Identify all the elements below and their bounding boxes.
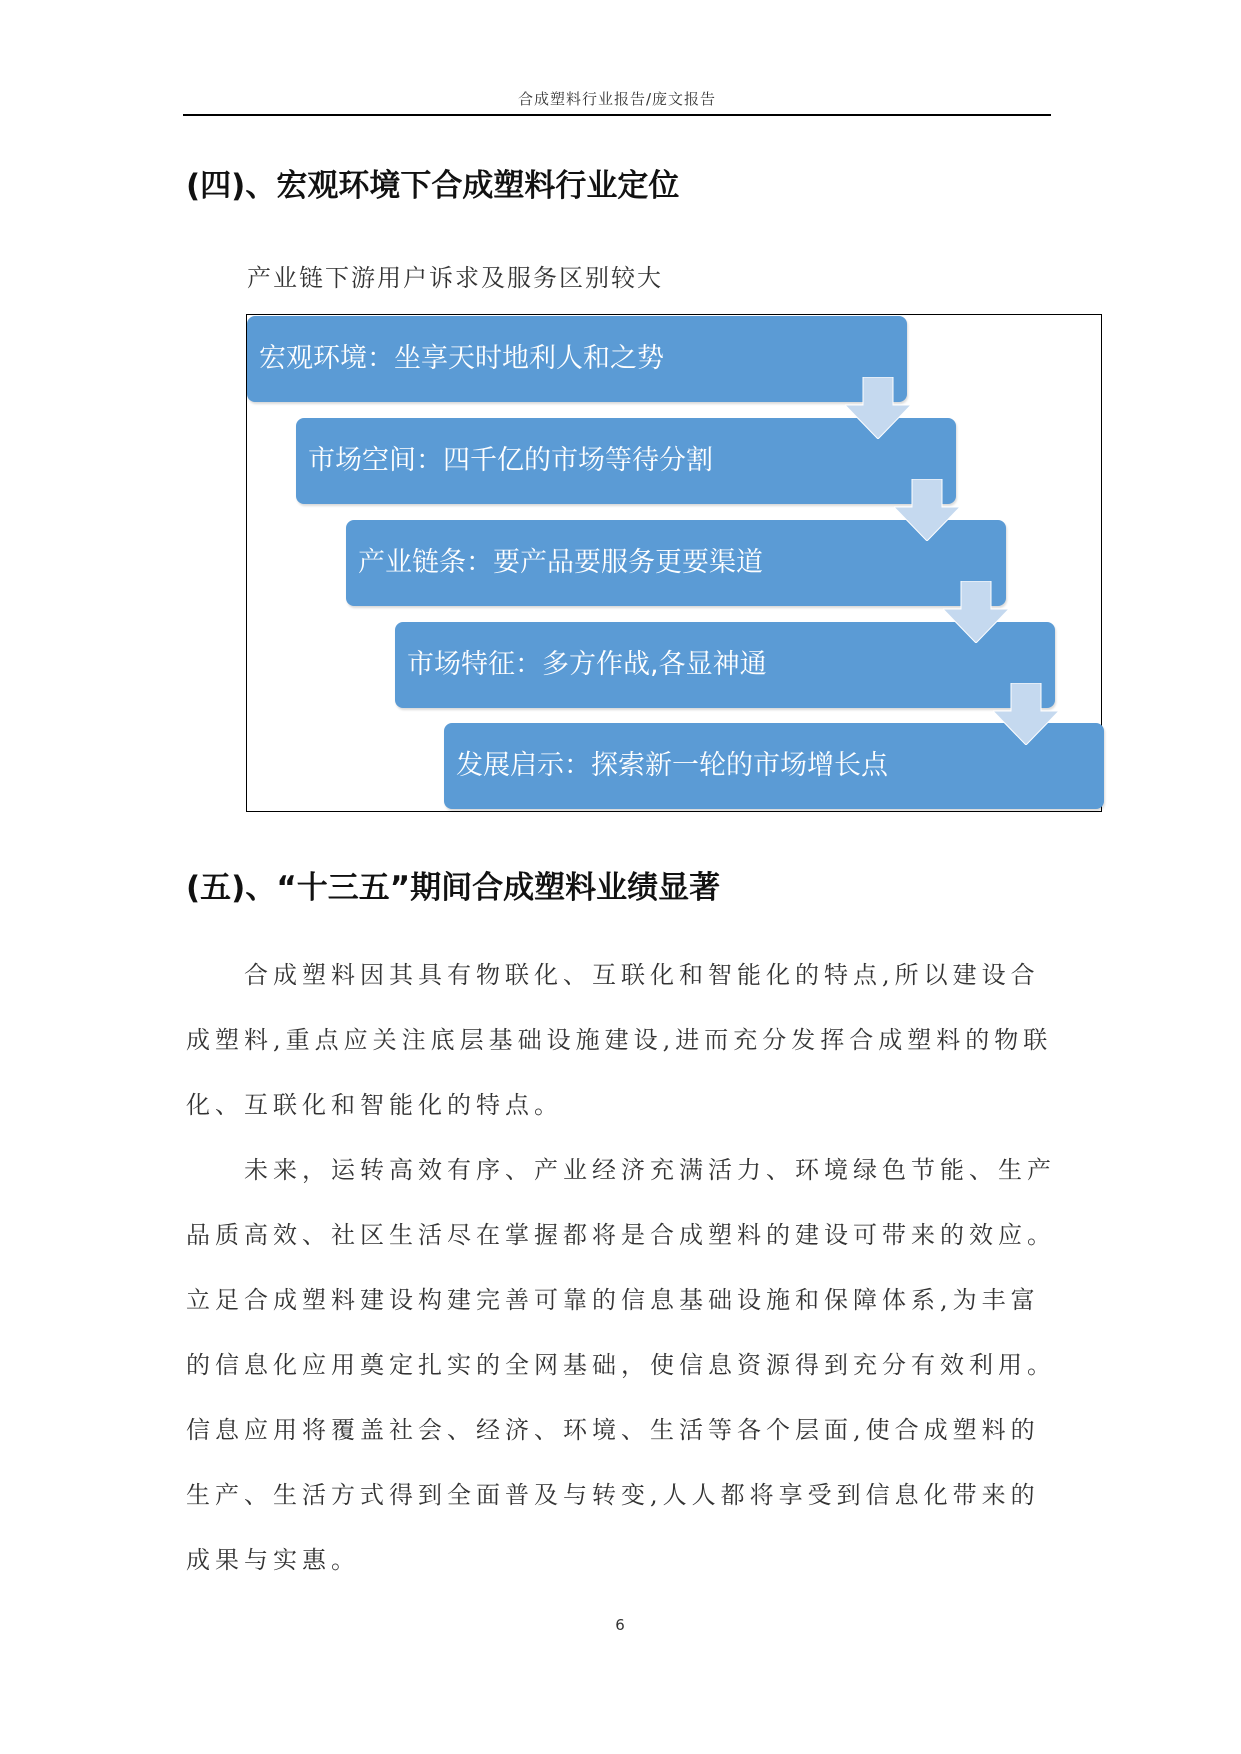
stage-box-2: 市场空间：四千亿的市场等待分割	[296, 418, 956, 504]
section-4-heading: (四)、宏观环境下合成塑料行业定位	[186, 168, 680, 204]
process-diagram	[246, 314, 1102, 812]
diagram-caption: 产业链下游用户诉求及服务区别较大	[247, 264, 663, 292]
stage-box-1: 宏观环境：坐享天时地利人和之势	[247, 316, 907, 402]
down-arrow-icon	[943, 581, 1009, 643]
header-divider	[183, 114, 1051, 116]
stage-box-5: 发展启示：探索新一轮的市场增长点	[444, 723, 1104, 809]
stage-box-4: 市场特征：多方作战,各显神通	[395, 622, 1055, 708]
down-arrow-icon	[894, 479, 960, 541]
body-paragraph-2: 未来，运转高效有序、产业经济充满活力、环境绿色节能、生产品质高效、社区生活尽在掌握都将是合成塑料的建设可带来的效应。立足合成塑料建设构建完善可靠的信息基础设施和保障体系,为丰富的信息化应用奠定扎实的全网基础，使信息资源得到充分有效利用。信息应用将覆盖社会、经济、环境、生活等各个层面,使合成塑料的生产、生活方式得到全面普及与转变,人人都将享受到信息化带来的成果与实惠。	[186, 1156, 1056, 1574]
stage-box-3: 产业链条：要产品要服务更要渠道	[346, 520, 1006, 606]
section-5-heading: (五)、“十三五”期间合成塑料业绩显著	[186, 870, 721, 906]
page-header: 合成塑料行业报告/庞文报告	[517, 90, 717, 108]
down-arrow-icon	[993, 683, 1059, 745]
body-paragraph-1: 合成塑料因其具有物联化、互联化和智能化的特点,所以建设合成塑料,重点应关注底层基础设施建设,进而充分发挥合成塑料的物联化、互联化和智能化的特点。	[186, 961, 1053, 1119]
down-arrow-icon	[845, 377, 911, 439]
page-number: 6	[615, 1616, 625, 1634]
